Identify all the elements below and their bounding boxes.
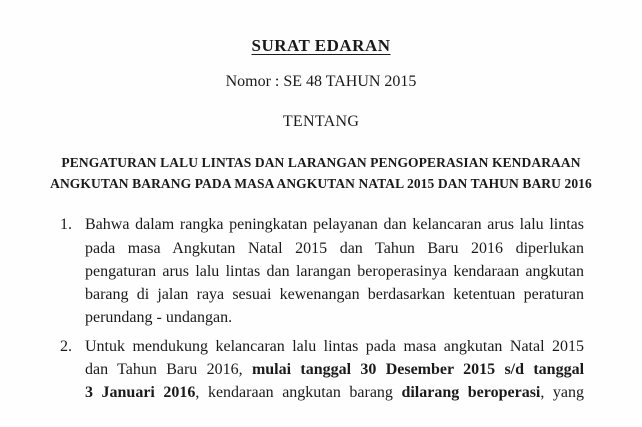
document-subject [0,152,642,194]
subject-line: PENGATURAN LALU LINTAS DAN LARANGAN PENGOPERASIAN KENDARAAN [61,155,581,170]
item-line [85,361,584,379]
item-text: , yang [540,384,584,401]
item-text: dan Tahun Baru 2016, [85,361,252,378]
item-line: Untuk mendukung kelancaran lalu lintas pada masa angkutan Natal 2015 [85,338,584,355]
item-number: 2. [60,338,72,355]
item-line: pengaturan arus lalu lintas dan larangan beroperasinya kendaraan angkutan [85,263,584,280]
item-text-bold: dilarang beroperasi [401,384,541,401]
subject-line: ANGKUTAN BARANG PADA MASA ANGKUTAN NATAL 2015 DAN TAHUN BARU 2016 [50,176,592,191]
document-number: Nomor : SE 48 TAHUN 2015 [225,73,417,90]
item-line: barang di jalan raya sesuai kewenangan berdasarkan ketentuan peraturan [85,286,584,303]
item-line: perundang - undangan. [85,309,233,326]
item-text-bold: mulai tanggal 30 Desember 2015 s/d tanggal [251,361,585,378]
item-line: pada masa Angkutan Natal 2015 dan Tahun Baru 2016 diperlukan [85,240,584,257]
item-line [85,384,584,402]
item-text-bold: 3 Januari 2016 [85,384,196,401]
item-line: Bahwa dalam rangka peningkatan pelayanan dan kelancaran arus lalu lintas [85,216,584,233]
document-about-heading: TENTANG [282,113,360,130]
document-title: SURAT EDARAN [251,36,391,55]
item-number: 1. [60,216,72,233]
item-text: , kendaraan angkutan barang [195,384,402,401]
